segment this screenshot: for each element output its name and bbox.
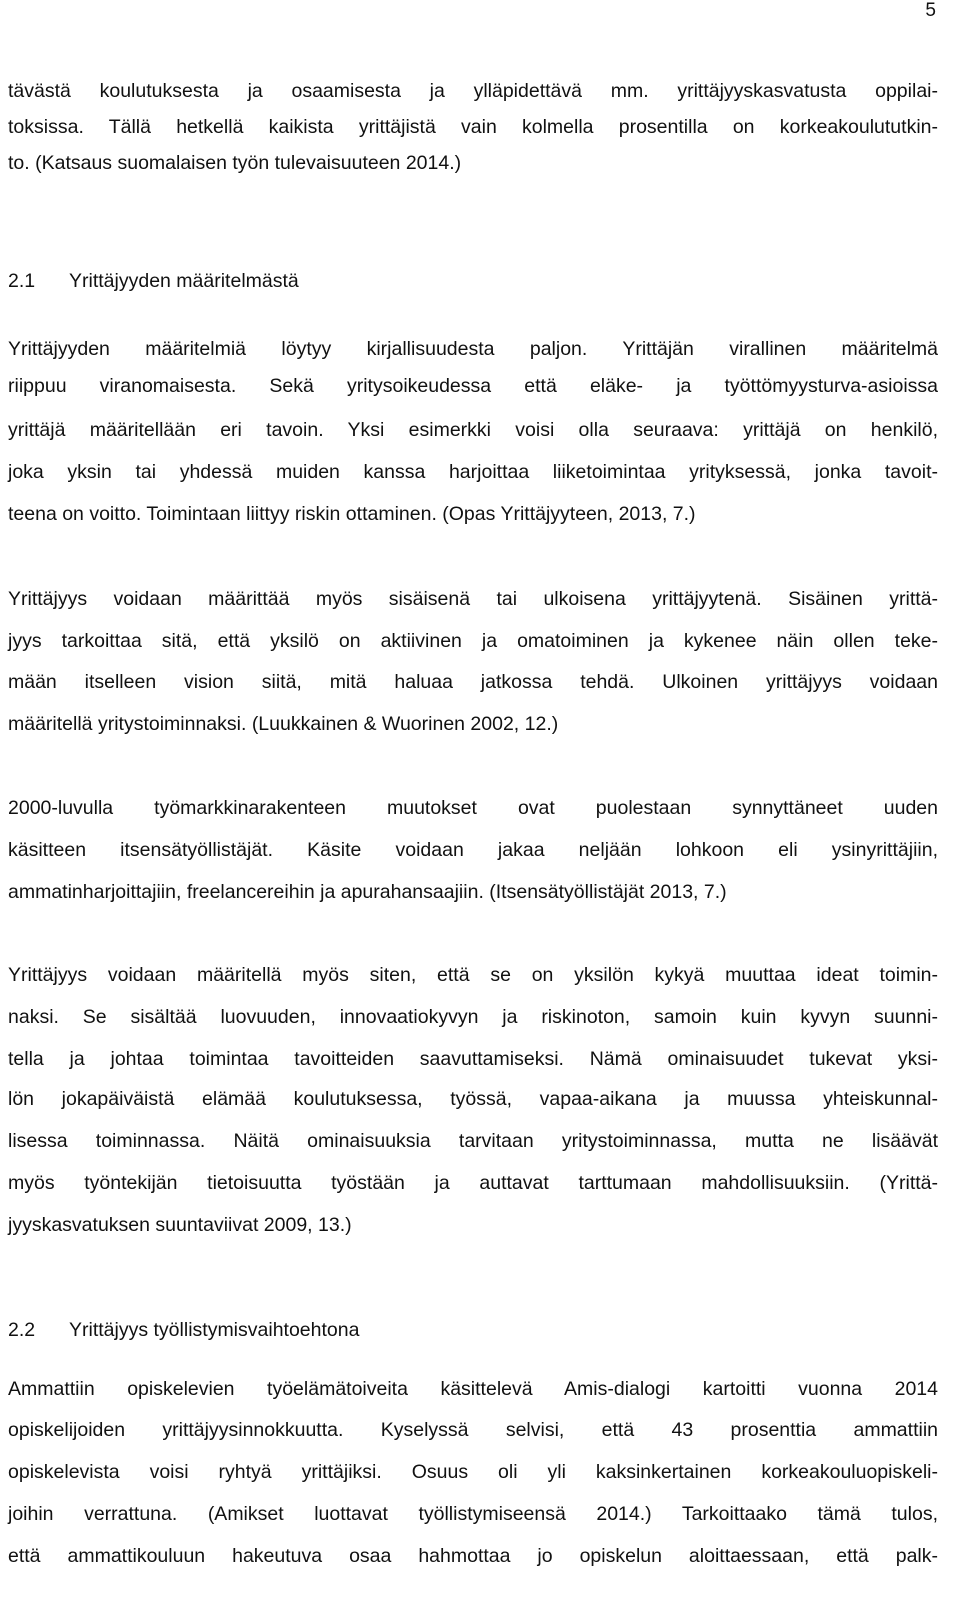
paragraph-line: riippuu viranomaisesta. Sekä yritysoikeudessa että eläke- ja työttömyysturva-asioissa (8, 375, 938, 397)
paragraph-line: opiskelevista voisi ryhtyä yrittäjiksi. Osuus oli yli kaksinkertainen korkeakouluopiskeli- (8, 1461, 938, 1483)
paragraph-line: opiskelijoiden yrittäjyysinnokkuutta. Kyselyssä selvisi, että 43 prosenttia ammattiin (8, 1419, 938, 1441)
paragraph-line: mään itselleen vision siitä, mitä haluaa jatkossa tehdä. Ulkoinen yrittäjyys voidaan (8, 671, 938, 693)
page-number: 5 (925, 0, 936, 21)
section-heading-2-1 (8, 269, 938, 293)
paragraph-line: teena on voitto. Toimintaan liittyy riskin ottaminen. (Opas Yrittäjyyteen, 2013, 7.) (8, 503, 696, 525)
section-title: Yrittäjyys työllistymisvaihtoehtona (69, 1319, 360, 1341)
paragraph-line: ammatinharjoittajiin, freelancereihin ja apurahansaajiin. (Itsensätyöllistäjät 2013, 7.) (8, 881, 727, 903)
paragraph-line: naksi. Se sisältää luovuuden, innovaatiokyvyn ja riskinoton, samoin kuin kyvyn suunni- (8, 1006, 938, 1028)
paragraph-line: Yrittäjyys voidaan määrittää myös sisäisenä tai ulkoisena yrittäjyytenä. Sisäinen yrittä- (8, 588, 938, 610)
paragraph-line: joihin verrattuna. (Amikset luottavat työllistymiseensä 2014.) Tarkoittaako tämä tulos, (8, 1503, 938, 1525)
intro-line: tävästä koulutuksesta ja osaamisesta ja ylläpidettävä mm. yrittäjyyskasvatusta oppilai- (8, 80, 938, 102)
intro-line: toksissa. Tällä hetkellä kaikista yrittäjistä vain kolmella prosentilla on korkeakoulututkin- (8, 116, 938, 138)
paragraph-line: joka yksin tai yhdessä muiden kanssa harjoittaa liiketoimintaa yrityksessä, jonka tavoit- (8, 461, 938, 483)
paragraph-line: Ammattiin opiskelevien työelämätoiveita käsittelevä Amis-dialogi kartoitti vuonna 2014 (8, 1378, 938, 1400)
paragraph-line: lisessa toiminnassa. Näitä ominaisuuksia tarvitaan yritystoiminnassa, mutta ne lisäävät (8, 1130, 938, 1152)
paragraph-line: käsitteen itsensätyöllistäjät. Käsite voidaan jakaa neljään lohkoon eli ysinyrittäjiin, (8, 839, 938, 861)
paragraph-line: Yrittäjyyden määritelmiä löytyy kirjallisuudesta paljon. Yrittäjän virallinen määritelmä (8, 338, 938, 360)
paragraph-line: 2000-luvulla työmarkkinarakenteen muutokset ovat puolestaan synnyttäneet uuden (8, 797, 938, 819)
paragraph-line: jyys tarkoittaa sitä, että yksilö on aktiivinen ja omatoiminen ja kykenee näin ollen teke- (8, 630, 938, 652)
paragraph-line: Yrittäjyys voidaan määritellä myös siten, että se on yksilön kykyä muuttaa ideat toimin- (8, 964, 938, 986)
paragraph-line: yrittäjä määritellään eri tavoin. Yksi esimerkki voisi olla seuraava: yrittäjä on henkilö, (8, 419, 938, 441)
section-title: Yrittäjyyden määritelmästä (69, 270, 299, 292)
section-number: 2.2 (8, 1319, 36, 1341)
paragraph-line: jyyskasvatuksen suuntaviivat 2009, 13.) (8, 1214, 352, 1236)
paragraph-line: määritellä yritystoiminnaksi. (Luukkainen & Wuorinen 2002, 12.) (8, 713, 559, 735)
paragraph-line: lön jokapäiväistä elämää koulutuksessa, työssä, vapaa-aikana ja muussa yhteiskunnal- (8, 1088, 938, 1110)
paragraph-line: tella ja johtaa toimintaa tavoitteiden saavuttamiseksi. Nämä ominaisuudet tukevat yksi- (8, 1048, 938, 1070)
section-heading-2-2 (8, 1318, 938, 1342)
paragraph-line: myös työntekijän tietoisuutta työstään ja auttavat tarttumaan mahdollisuuksiin. (Yrittä- (8, 1172, 938, 1194)
section-number: 2.1 (8, 270, 36, 292)
paragraph-line: että ammattikouluun hakeutuva osaa hahmottaa jo opiskelun aloittaessaan, että palk- (8, 1545, 938, 1567)
intro-line: to. (Katsaus suomalaisen työn tulevaisuuteen 2014.) (8, 152, 462, 174)
